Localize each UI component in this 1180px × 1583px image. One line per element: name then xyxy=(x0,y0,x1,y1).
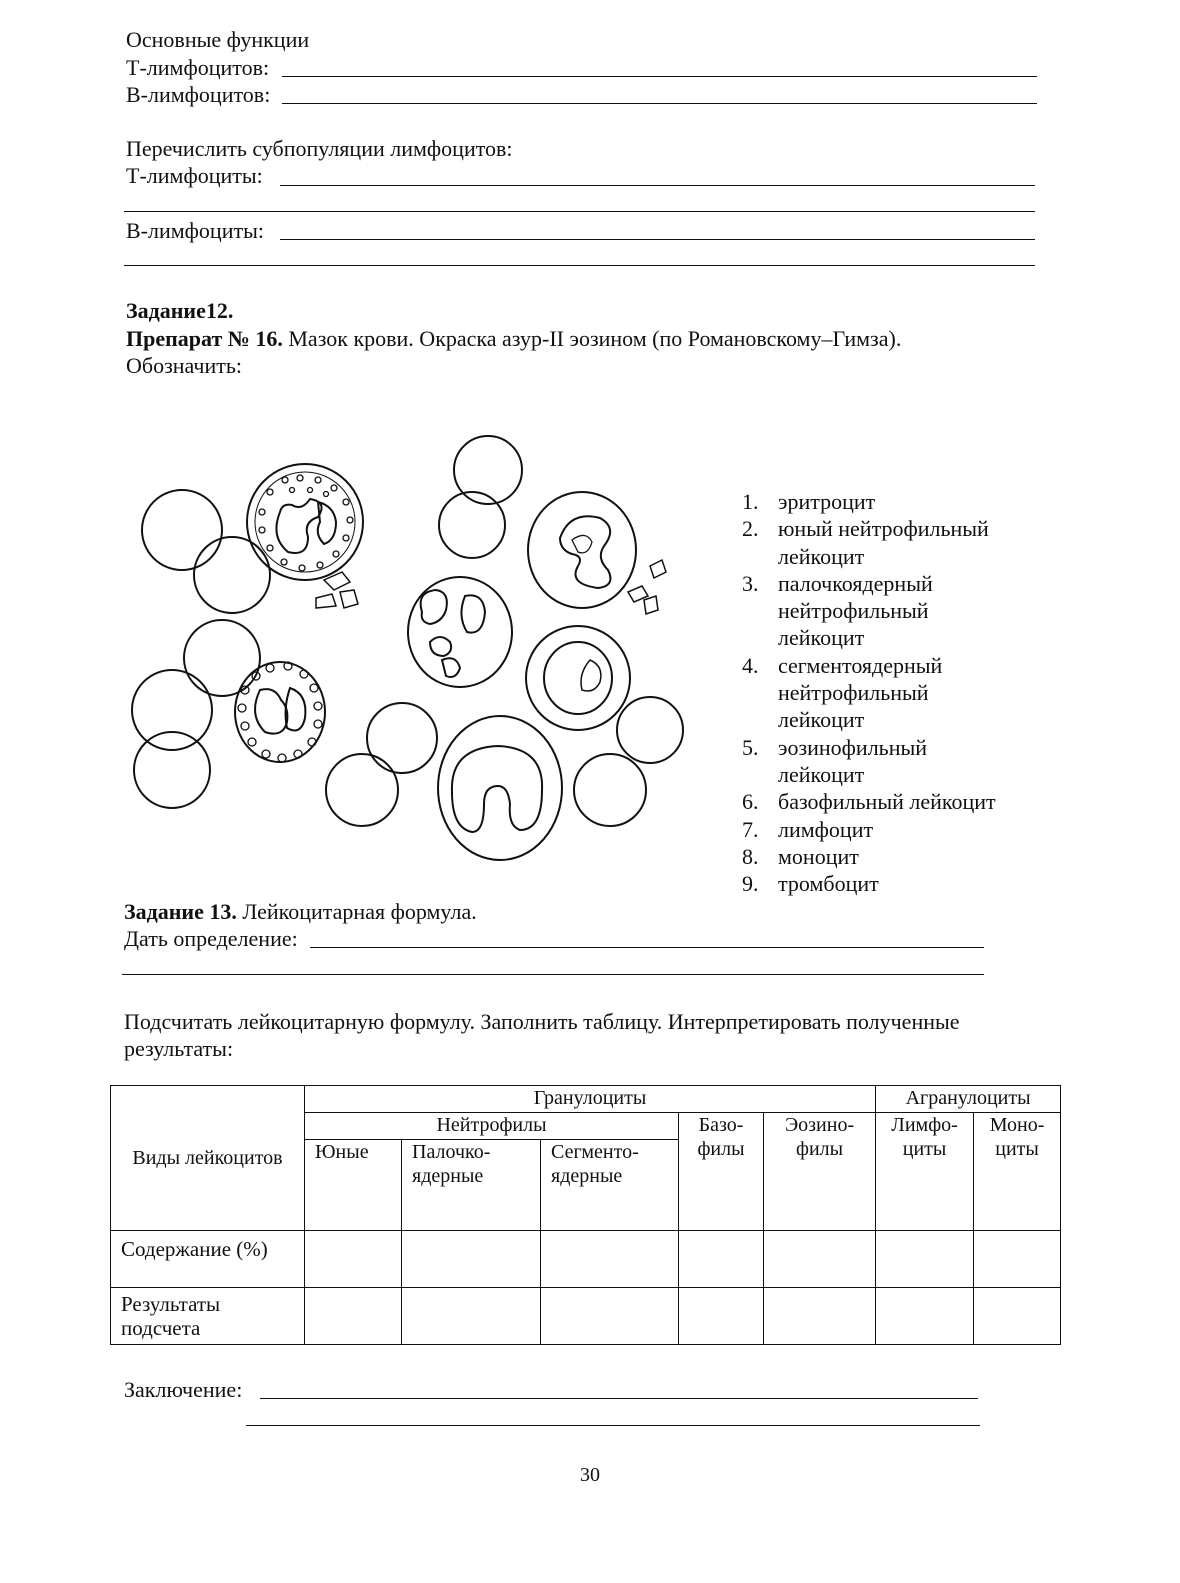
legend-label: базофильный лейкоцит xyxy=(778,789,996,815)
results-cell-eosinophils[interactable] xyxy=(764,1288,876,1345)
agranulocytes-header: Агранулоциты xyxy=(876,1086,1061,1113)
task12-title: Задание12. xyxy=(126,298,234,323)
content-cell-eosinophils[interactable] xyxy=(764,1231,876,1288)
t-subpop-label: Т-лимфоциты: xyxy=(126,163,263,188)
eosinophils-header: Эозино- филы xyxy=(764,1113,876,1231)
page-number: 30 xyxy=(580,1464,600,1486)
legend-number: 5. xyxy=(742,734,759,760)
granulocytes-header: Гранулоциты xyxy=(305,1086,876,1113)
results-cell-basophils[interactable] xyxy=(679,1288,764,1345)
content-cell-segmented[interactable] xyxy=(541,1231,679,1288)
legend-label: юный нейтрофильный лейкоцит xyxy=(778,516,989,569)
content-cell-lymphocytes[interactable] xyxy=(876,1231,974,1288)
results-cell-lymphocytes[interactable] xyxy=(876,1288,974,1345)
results-cell-young[interactable] xyxy=(305,1288,402,1345)
task12-instruction: Обозначить: xyxy=(126,353,243,378)
b-subpop-answer-line-2[interactable] xyxy=(124,265,1035,266)
legend-number: 3. xyxy=(742,570,759,596)
b-functions-label: В-лимфоцитов: xyxy=(126,82,271,107)
legend-item xyxy=(742,488,996,515)
b-subpop-answer-line[interactable] xyxy=(280,239,1035,240)
subpopulations-heading: Перечислить субпопуляции лимфоцитов: xyxy=(126,136,513,161)
definition-answer-line-2[interactable] xyxy=(122,974,984,975)
blood-smear-illustration xyxy=(120,420,710,880)
task13-title: Задание 13. xyxy=(124,899,237,924)
leukocyte-formula-table xyxy=(110,1085,1061,1345)
band-neutrophil-cell xyxy=(528,492,636,608)
results-cell-segmented[interactable] xyxy=(541,1288,679,1345)
task13-heading xyxy=(124,898,477,925)
eosinophil-cell xyxy=(235,662,325,762)
results-cell-monocytes[interactable] xyxy=(974,1288,1061,1345)
band-header: Палочко- ядерные xyxy=(402,1140,541,1231)
conclusion-answer-line[interactable] xyxy=(260,1398,978,1399)
basophil-cell xyxy=(247,464,363,580)
legend-label: палочкоядерный нейтрофильный лейкоцит xyxy=(778,570,933,651)
b-functions-answer-line[interactable] xyxy=(282,103,1037,104)
content-row-label: Содержание (%) xyxy=(111,1231,305,1288)
results-cell-band[interactable] xyxy=(402,1288,541,1345)
row-header: Виды лейкоцитов xyxy=(132,1147,283,1169)
results-row-label: Результаты подсчета xyxy=(111,1288,305,1345)
functions-heading: Основные функции xyxy=(126,27,310,52)
legend-label: эозинофильный лейкоцит xyxy=(778,734,928,787)
young-neutrophil-cell xyxy=(526,626,630,730)
legend-label: моноцит xyxy=(778,843,859,869)
definition-label: Дать определение: xyxy=(124,926,298,951)
legend-number: 2. xyxy=(742,516,759,542)
legend-label: лимфоцит xyxy=(778,816,874,842)
task13-instruction: Подсчитать лейкоцитарную формулу. Заполнить таблицу. Интерпретировать полученные xyxy=(124,1009,960,1034)
legend-item xyxy=(742,570,996,652)
legend-number: 6. xyxy=(742,789,759,815)
t-subpop-answer-line[interactable] xyxy=(280,185,1035,186)
legend-label: сегментоядерный нейтрофильный лейкоцит xyxy=(778,652,943,733)
preparation-description: Мазок крови. Окраска азур-II эозином (по Романовскому–Гимза). xyxy=(282,326,902,351)
segmented-header: Сегменто- ядерные xyxy=(541,1140,679,1231)
content-cell-young[interactable] xyxy=(305,1231,402,1288)
b-subpop-label: В-лимфоциты: xyxy=(126,218,264,243)
conclusion-answer-line-2[interactable] xyxy=(246,1425,980,1426)
legend-item xyxy=(742,788,996,815)
young-header: Юные xyxy=(305,1140,402,1231)
content-cell-band[interactable] xyxy=(402,1231,541,1288)
legend-number: 8. xyxy=(742,843,759,869)
conclusion-label: Заключение: xyxy=(124,1377,243,1402)
task13-subtitle: Лейкоцитарная формула. xyxy=(236,899,477,924)
monocytes-header: Моно- циты xyxy=(974,1113,1061,1231)
legend-item xyxy=(742,515,996,570)
lymphocytes-header: Лимфо- циты xyxy=(876,1113,974,1231)
t-functions-label: Т-лимфоцитов: xyxy=(126,55,270,80)
legend-number: 1. xyxy=(742,489,759,514)
legend-item xyxy=(742,816,996,843)
cell-legend xyxy=(742,488,996,897)
task13-instruction-cont: результаты: xyxy=(124,1036,234,1061)
t-subpop-answer-line-2[interactable] xyxy=(124,211,1035,212)
legend-item xyxy=(742,734,996,789)
legend-label: эритроцит xyxy=(778,489,876,514)
row-header-cell xyxy=(111,1086,305,1231)
neutrophils-header: Нейтрофилы xyxy=(305,1113,679,1140)
content-cell-basophils[interactable] xyxy=(679,1231,764,1288)
content-cell-monocytes[interactable] xyxy=(974,1231,1061,1288)
legend-item xyxy=(742,843,996,870)
segmented-neutrophil-cell xyxy=(408,577,512,687)
legend-number: 7. xyxy=(742,816,759,842)
definition-answer-line[interactable] xyxy=(310,947,984,948)
preparation-number: Препарат № 16. xyxy=(126,326,283,351)
legend-label: тромбоцит xyxy=(778,871,879,897)
legend-number: 9. xyxy=(742,871,759,897)
legend-item xyxy=(742,870,996,897)
t-functions-answer-line[interactable] xyxy=(282,76,1037,77)
legend-number: 4. xyxy=(742,652,759,678)
basophils-header: Базо- филы xyxy=(679,1113,764,1231)
task12-preparation xyxy=(126,325,901,352)
monocyte-cell xyxy=(438,716,562,860)
legend-item xyxy=(742,652,996,734)
